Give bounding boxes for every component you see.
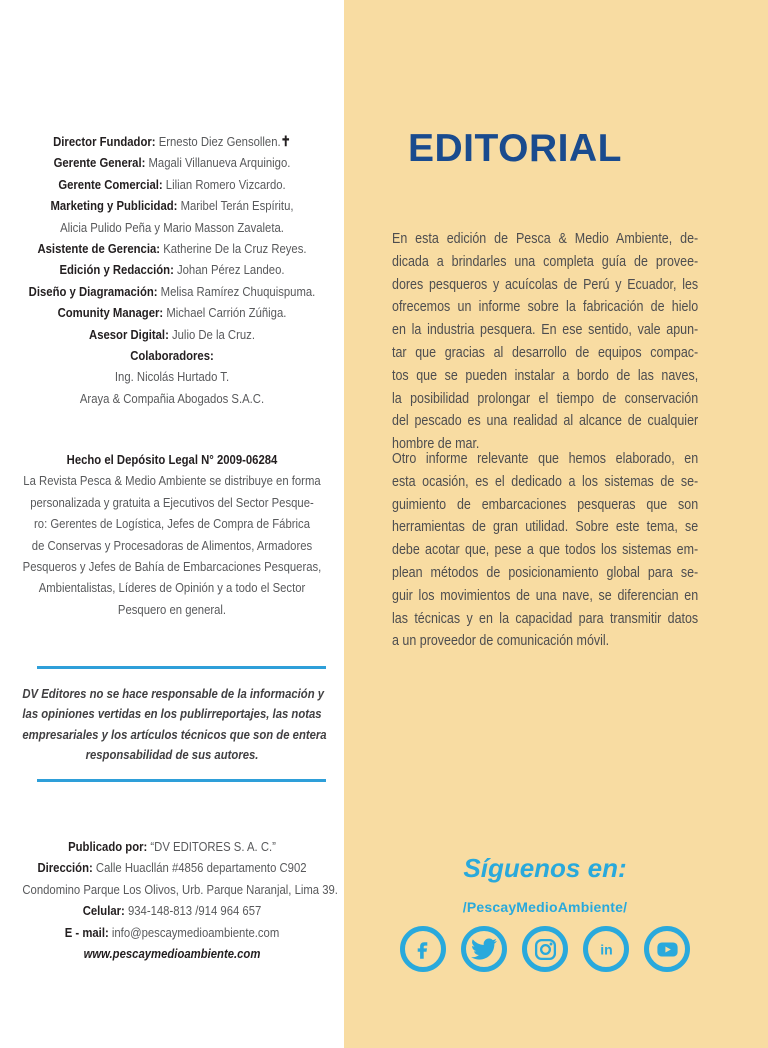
distribution-text bbox=[22, 470, 321, 620]
text-line: ro: Gerentes de Logística, Jefes de Compra de Fábrica bbox=[34, 516, 310, 532]
editorial-line: tar que gracias al desarrollo de equipos compac- bbox=[392, 343, 699, 361]
legal-deposit-heading: Hecho el Depósito Legal N° 2009-06284 bbox=[66, 452, 278, 467]
text-line: Pesquero en general. bbox=[117, 601, 227, 617]
credit-line: Comunity Manager: Michael Carrión Zúñiga. bbox=[57, 305, 287, 321]
editorial-line: en la industria pesquera. En ese sentido, vale apun- bbox=[392, 321, 699, 339]
editorial-line: herramientas de gran utilidad. Sobre este tema, se bbox=[392, 518, 699, 536]
text-line: las opiniones vertidas en los publirreportajes, las notas bbox=[22, 706, 322, 722]
instagram-icon[interactable] bbox=[522, 926, 568, 972]
social-handle: /PescayMedioAmbiente/ bbox=[462, 899, 628, 915]
website-url: www.pescaymedioambiente.com bbox=[83, 946, 261, 962]
credit-line: Edición y Redacción: Johan Pérez Landeo. bbox=[59, 262, 285, 278]
editorial-line: ofrecemos un informe sobre la fabricación de hielo bbox=[392, 298, 699, 316]
editorial-line: a un proveedor de comunicación móvil. bbox=[392, 632, 610, 650]
editorial-line: hombre de mar. bbox=[392, 435, 480, 453]
credit-line: Gerente General: Magali Villanueva Arquinigo. bbox=[53, 155, 291, 171]
editorial-line: Otro informe relevante que hemos elaborado, en bbox=[392, 450, 699, 467]
page-title: EDITORIAL bbox=[408, 127, 622, 170]
svg-text:in: in bbox=[599, 941, 613, 957]
credit-line: Asesor Digital: Julio De la Cruz. bbox=[89, 326, 255, 342]
editorial-line: plean métodos de posicionamiento global para se- bbox=[392, 563, 699, 581]
publisher-lines bbox=[22, 836, 338, 943]
twitter-icon[interactable] bbox=[461, 926, 507, 972]
text-line: de Conservas y Procesadoras de Alimentos, Armadores bbox=[31, 537, 313, 553]
editorial-paragraph-2 bbox=[392, 448, 698, 653]
credit-line: Asistente de Gerencia: Katherine De la Cruz Reyes. bbox=[37, 241, 307, 257]
youtube-icon[interactable] bbox=[644, 926, 690, 972]
divider-rule-bottom bbox=[37, 779, 326, 782]
publisher-line: Publicado por: “DV EDITORES S. A. C.” bbox=[68, 839, 276, 854]
text-line: empresariales y los artículos técnicos que son de entera bbox=[22, 726, 327, 742]
text-line: personalizada y gratuita a Ejecutivos del Sector Pesque- bbox=[30, 494, 314, 510]
masthead-credits bbox=[22, 131, 321, 409]
social-icons-row bbox=[392, 926, 698, 972]
legal-deposit-block bbox=[22, 449, 321, 620]
linkedin-icon[interactable] bbox=[583, 926, 629, 972]
credit-line: Diseño y Diagramación: Melisa Ramírez Chuquispuma. bbox=[28, 283, 316, 299]
editorial-paragraph-1 bbox=[392, 228, 698, 456]
editorial-line: esta ocasión, es el dedicado a los sistemas de se- bbox=[392, 472, 699, 490]
follow-us-heading: Síguenos en: bbox=[463, 853, 627, 883]
publisher-block bbox=[22, 836, 338, 964]
editorial-panel bbox=[344, 0, 768, 1048]
divider-rule-top bbox=[37, 666, 326, 669]
editorial-line: dores pesqueros y acuícolas de Perú y Ecuador, les bbox=[392, 275, 699, 293]
credit-line: Marketing y Publicidad: Maribel Terán Espíritu, bbox=[50, 198, 294, 214]
editorial-line: guimiento de embarcaciones pesqueras que son bbox=[392, 495, 699, 513]
publisher-line: Dirección: Calle Huacllán #4856 departamento C902 bbox=[37, 860, 307, 876]
credit-line: Ing. Nicolás Hurtado T. bbox=[114, 369, 230, 385]
text-line: La Revista Pesca & Medio Ambiente se distribuye en forma bbox=[23, 473, 321, 489]
editorial-line: del pescado es una realidad al alcance de cualquier bbox=[392, 412, 699, 430]
disclaimer-block bbox=[22, 684, 327, 766]
publisher-line: E - mail: info@pescaymedioambiente.com bbox=[64, 924, 280, 940]
editorial-line: la posibilidad prolongar el tiempo de conservación bbox=[392, 389, 699, 407]
credit-line: Araya & Compañia Abogados S.A.C. bbox=[79, 390, 265, 406]
text-line: Ambientalistas, Líderes de Opinión y a todo el Sector bbox=[38, 580, 306, 596]
text-line: Pesqueros y Jefes de Bahía de Embarcaciones Pesqueras, bbox=[22, 559, 322, 575]
credit-line: Gerente Comercial: Lilian Romero Vizcardo. bbox=[58, 176, 286, 192]
credit-line: Alicia Pulido Peña y Mario Masson Zavaleta. bbox=[60, 219, 284, 235]
editorial-line: guir los movimientos de una nave, se diferencian en bbox=[392, 586, 699, 604]
publisher-line: Condomino Parque Los Olivos, Urb. Parque Naranjal, Lima 39. bbox=[22, 881, 338, 897]
publisher-line: Celular: 934-148-813 /914 964 657 bbox=[82, 903, 262, 919]
facebook-icon[interactable] bbox=[400, 926, 446, 972]
editorial-line: tos que se pueden instalar a bordo de las naves, bbox=[392, 366, 699, 384]
editorial-line: debe acotar que, pese a que todos los sistemas em- bbox=[392, 541, 699, 559]
editorial-line: las técnicas y en la capacidad para transmitir datos bbox=[392, 609, 699, 627]
editorial-line: En esta edición de Pesca & Medio Ambiente, de- bbox=[392, 230, 699, 247]
text-line: DV Editores no se hace responsable de la información y bbox=[22, 686, 325, 701]
editorial-line: dicada a brindarles una completa guía de provee- bbox=[392, 252, 699, 270]
credit-line: Colaboradores: bbox=[130, 348, 214, 364]
cross-icon: ✝ bbox=[280, 133, 291, 149]
credit-line: Director Fundador: Ernesto Diez Gensollen.✝ bbox=[53, 133, 291, 149]
text-line: responsabilidad de sus autores. bbox=[85, 747, 259, 763]
